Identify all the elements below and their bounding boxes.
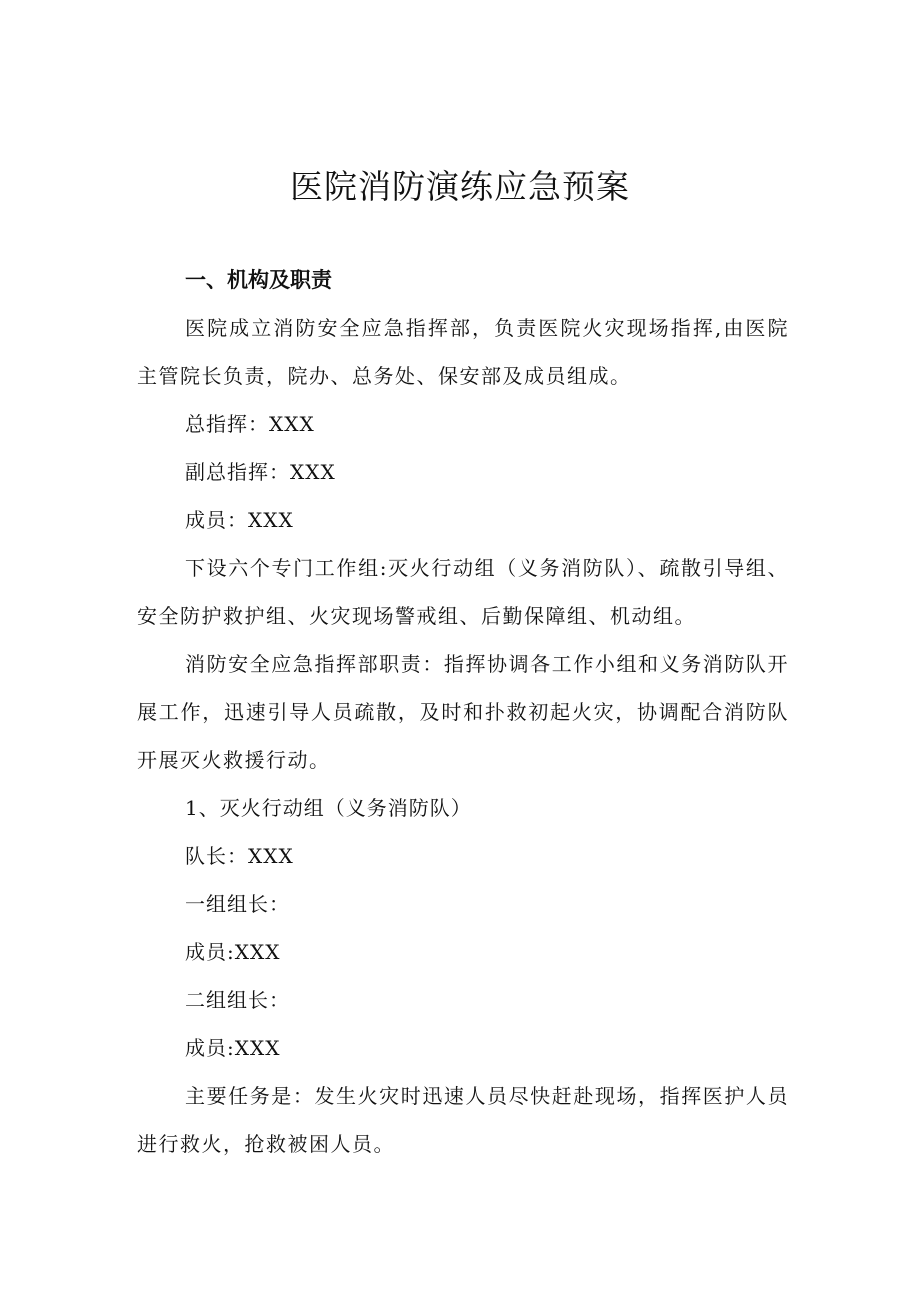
deputy-commander-line: 副总指挥：XXX bbox=[185, 460, 336, 484]
paragraph-command-structure: 医院成立消防安全应急指挥部，负责医院火灾现场指挥,由医院主管院长负责，院办、总务处、保安部及成员组成。 bbox=[137, 316, 789, 388]
group1-title: 1、灭火行动组（义务消防队） bbox=[185, 796, 472, 820]
section-heading: 一、机构及职责 bbox=[185, 268, 332, 292]
document-title: 医院消防演练应急预案 bbox=[290, 167, 630, 206]
group1-captain: 队长：XXX bbox=[185, 844, 294, 868]
members-line: 成员：XXX bbox=[185, 508, 294, 532]
paragraph-responsibilities: 消防安全应急指挥部职责：指挥协调各工作小组和义务消防队开展工作，迅速引导人员疏散，及时和扑救初起火灾，协调配合消防队开展灭火救援行动。 bbox=[137, 652, 789, 772]
group1-team1-members: 成员:XXX bbox=[185, 940, 281, 964]
group1-team2-leader: 二组组长： bbox=[185, 988, 290, 1012]
group1-team2-members: 成员:XXX bbox=[185, 1036, 281, 1060]
commander-line: 总指挥：XXX bbox=[185, 412, 315, 436]
paragraph-group1-task: 主要任务是：发生火灾时迅速人员尽快赶赴现场，指挥医护人员进行救火，抢救被困人员。 bbox=[137, 1084, 789, 1156]
document-body bbox=[137, 256, 789, 1168]
group1-team1-leader: 一组组长： bbox=[185, 892, 290, 916]
paragraph-work-groups: 下设六个专门工作组:灭火行动组（义务消防队）、疏散引导组、安全防护救护组、火灾现场警戒组、后勤保障组、机动组。 bbox=[137, 556, 789, 628]
